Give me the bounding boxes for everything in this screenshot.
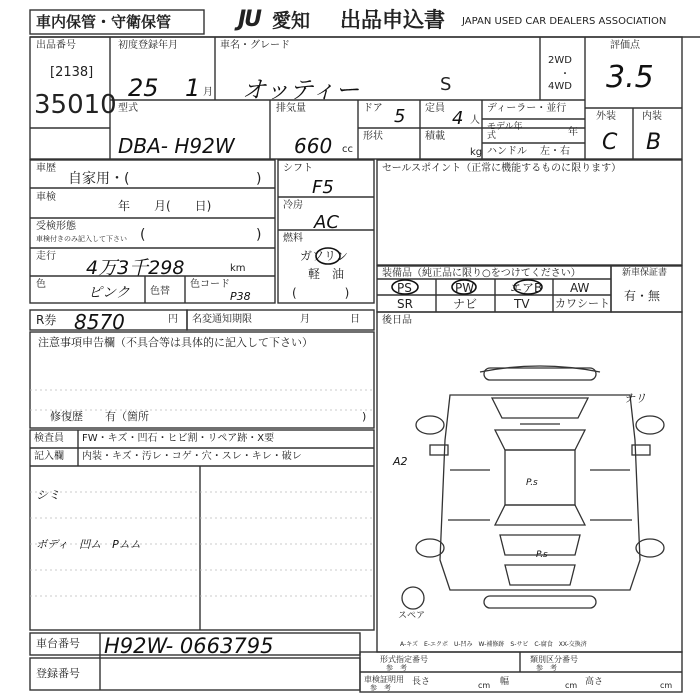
spare-label: スペア: [398, 611, 426, 621]
capacity-value: 4: [452, 108, 464, 129]
score-value: 3.5: [606, 60, 654, 95]
transfer-close: ): [256, 227, 262, 243]
displacement-value: 660: [294, 134, 333, 158]
handle-label: ハンドル: [487, 146, 527, 157]
capacity-label: 定員: [425, 103, 445, 114]
tax-month: 月: [300, 314, 310, 325]
equipment-tv: TV: [514, 297, 530, 311]
warranty-value: 有・無: [624, 289, 661, 303]
inspector-row1: FW・キズ・凹石・ヒビ割・リペア跡・X要: [82, 433, 275, 444]
association-name: JAPAN USED CAR DEALERS ASSOCIATION: [462, 16, 667, 27]
score-label: 評価点: [610, 40, 640, 51]
mileage-label: 走行: [36, 251, 56, 262]
displacement-label: 排気量: [276, 103, 306, 114]
car-name-label: 車名・グレード: [220, 40, 290, 51]
chassis-number: H92W- 0663795: [104, 634, 274, 658]
ju-logo: JU: [238, 7, 261, 32]
color-label: 色: [36, 279, 46, 290]
mileage-value: 4万3千298: [86, 257, 185, 279]
color-change-label: 色替: [150, 286, 170, 297]
registration-month: 1: [185, 74, 201, 102]
width-label: 幅: [500, 677, 510, 687]
equipment-aw: AW: [570, 281, 590, 295]
registration-month-unit: 月: [203, 87, 213, 98]
shift-value: F5: [312, 177, 334, 198]
inspector-label2: 記入欄: [34, 451, 64, 462]
damage-legend: A-キズ E-エクボ U-凹み W-補修跡 S-サビ C-腐食 XX-交換済: [400, 641, 587, 648]
exterior-grade: C: [602, 130, 618, 155]
repair-close: ): [362, 410, 367, 423]
lot-label: 出品番号: [36, 40, 76, 51]
length-unit: cm: [478, 681, 491, 690]
equipment-airbag: エアB: [510, 281, 543, 295]
color-code-value: P38: [230, 290, 251, 303]
equipment-navi: ナビ: [453, 297, 478, 311]
equipment-sr: SR: [397, 297, 413, 311]
cooler-value: AC: [314, 212, 339, 233]
history-label: 車歴: [36, 163, 56, 174]
interior-label: 内装: [642, 111, 662, 122]
model-code: DBA- H92W: [118, 134, 235, 158]
exterior-label: 外装: [596, 111, 616, 122]
inspector-note-1: シミ: [36, 488, 61, 502]
tax-day: 日: [350, 314, 360, 325]
doors-label: ドア: [363, 103, 383, 114]
form-title: 出品申込書: [340, 8, 445, 32]
displacement-unit: cc: [342, 144, 353, 155]
transfer-open: (: [140, 227, 146, 243]
capacity-unit: 人: [470, 115, 480, 126]
transfer-label: 受検形態: [36, 221, 76, 232]
cert-no-label: 車検証明用: [364, 675, 404, 684]
fuel-diesel: 軽 油: [308, 267, 345, 281]
inspection-label: 車検: [36, 192, 56, 203]
org-name: 愛知: [272, 10, 311, 32]
shift-label: シフト: [283, 163, 313, 174]
shape-label: 形状: [363, 131, 383, 142]
notes-label: 注意事項申告欄（不具合等は具体的に記入して下さい）: [38, 336, 313, 349]
cert-label: 形式指定番号: [380, 655, 428, 664]
drive-dot: ・: [560, 69, 570, 80]
height-unit: cm: [660, 681, 673, 690]
equipment-ps: PS: [397, 281, 412, 295]
later-date-label: 後日品: [382, 315, 412, 326]
cert-no-ref: 参 考: [370, 684, 391, 692]
fuel-other: ( ): [292, 286, 350, 300]
inspector-note-2: ボディ 凹ム Pムム: [36, 538, 141, 551]
drive-4wd: 4WD: [548, 81, 572, 92]
chassis-label: 車台番号: [36, 637, 80, 650]
sales-point-label: セールスポイント（正常に機能するものに限ります）: [382, 163, 622, 174]
registration-year: 25: [128, 74, 159, 102]
damage-mark-nari: ナリ: [624, 392, 646, 405]
inspection-value: 年 月( 日): [118, 199, 212, 213]
handle-value: 左・右: [540, 146, 570, 157]
history-value: 自家用・(: [68, 171, 130, 187]
dealer-label: ディーラー・並行: [487, 103, 567, 114]
drive-2wd: 2WD: [548, 55, 572, 66]
equipment-seat: カワシート: [555, 297, 610, 310]
tax-label: 名変通知期限: [192, 314, 252, 325]
car-name: オッティー: [242, 76, 360, 104]
height-label: 高さ: [585, 677, 604, 687]
model-year-label: モデル年式: [487, 122, 523, 141]
category-ref: 参 考: [536, 664, 557, 672]
damage-mark-ps-2: P.s: [536, 550, 548, 560]
category-label: 類別区分番号: [530, 655, 578, 664]
length-label: 長さ: [412, 677, 431, 687]
equipment-label: 装備品（純正品に限り○をつけてください）: [382, 268, 581, 279]
cert-ref: 参 考: [386, 664, 407, 672]
lot-number: 35010: [34, 90, 117, 120]
model-label: 型式: [118, 103, 138, 114]
load-label: 積載: [425, 131, 445, 142]
transfer-sublabel: 車検付きのみ記入して下さい: [36, 235, 127, 243]
recycle-unit: 円: [168, 314, 178, 325]
cooler-label: 冷房: [283, 200, 303, 211]
storage-badge: 車内保管・守衛保管: [36, 13, 172, 31]
color-value: ピンク: [88, 285, 130, 301]
damage-mark-ps-1: P.s: [526, 478, 538, 488]
equipment-pw: PW: [455, 281, 475, 295]
warranty-label: 新車保証書: [622, 268, 668, 278]
inspector-label: 検査員: [34, 433, 64, 444]
width-unit: cm: [565, 681, 578, 690]
fuel-label: 燃料: [283, 233, 303, 244]
color-code-label: 色コード: [190, 279, 230, 290]
history-close: ): [256, 171, 262, 187]
model-year-unit: 年: [568, 127, 578, 138]
fuel-gas: ガソリン: [300, 249, 349, 263]
registration-label: 初度登録年月: [118, 40, 178, 51]
inspector-row2: 内装・キズ・汚レ・コゲ・穴・スレ・キレ・破レ: [82, 451, 302, 462]
lot-code: [2138]: [50, 65, 94, 80]
load-unit: kg: [470, 147, 483, 158]
doors-value: 5: [394, 106, 406, 127]
repair-label: 修復歴 有（箇所: [50, 410, 149, 423]
mileage-unit: km: [230, 263, 246, 274]
plate-label: 登録番号: [36, 667, 80, 680]
damage-mark-a2: A2: [393, 455, 408, 468]
recycle-label: R券: [36, 313, 57, 327]
interior-grade: B: [646, 130, 662, 155]
car-grade: S: [440, 74, 452, 95]
recycle-value: 8570: [74, 310, 125, 334]
